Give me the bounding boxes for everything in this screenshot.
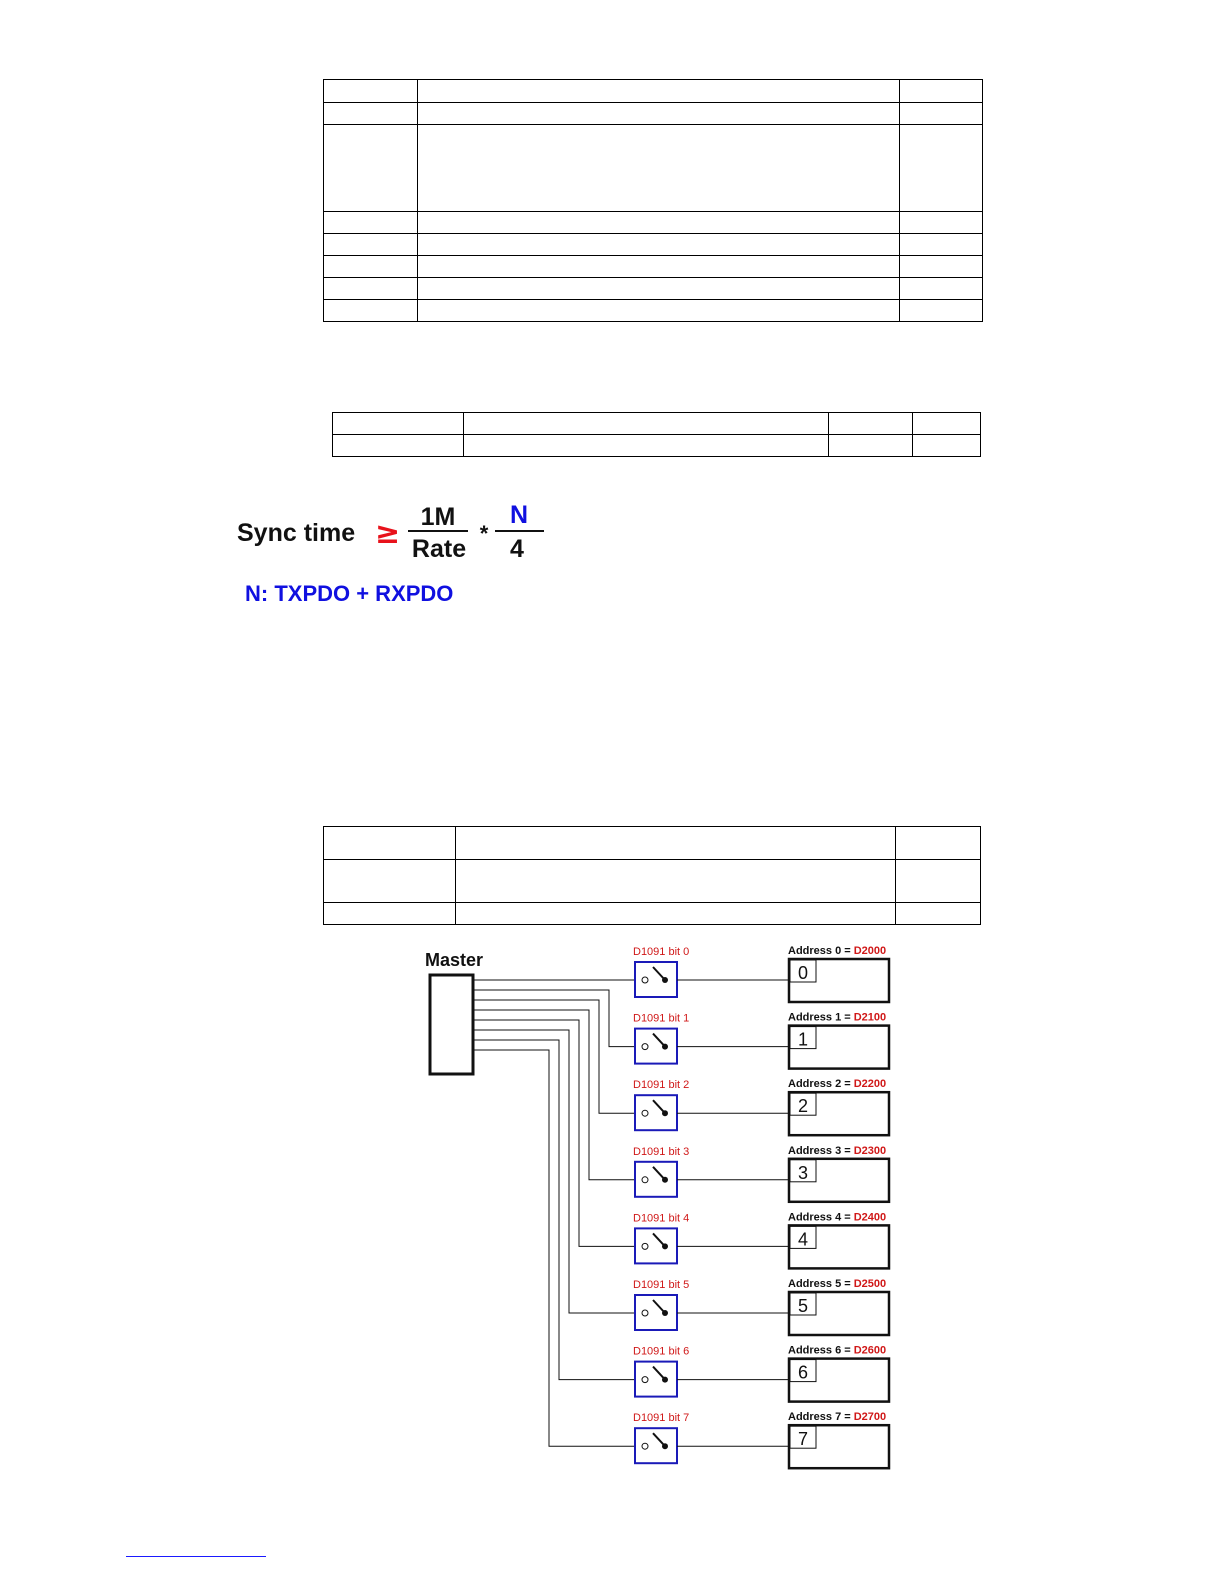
address-register: D2000 xyxy=(853,945,887,957)
address-register: D2100 xyxy=(853,1011,887,1024)
address-label: Address 6 = D2600 xyxy=(788,1344,887,1357)
master-wire xyxy=(473,1030,635,1313)
formula-times: * xyxy=(479,521,489,546)
switch-open-contact-icon xyxy=(642,1310,648,1316)
address-label: Address 2 = D2200 xyxy=(788,1078,887,1091)
switch-label: D1091 bit 1 xyxy=(633,1012,690,1025)
fraction2-numerator: N xyxy=(509,501,529,529)
master-label: Master xyxy=(425,950,484,970)
address-register: D2600 xyxy=(853,1344,887,1357)
switch-open-contact-icon xyxy=(642,1243,648,1249)
switch-label: D1091 bit 5 xyxy=(633,1279,690,1291)
address-label: Address 7 = D2700 xyxy=(788,1411,887,1424)
node-number: 3 xyxy=(797,1162,809,1183)
formula-lhs: Sync time xyxy=(237,519,356,547)
switch-box xyxy=(635,1162,677,1197)
switch-pivot-icon xyxy=(662,1377,668,1383)
address-register: D2300 xyxy=(853,1144,887,1157)
node-number: 4 xyxy=(797,1229,809,1250)
address-register: D2500 xyxy=(853,1278,887,1290)
switch-label: D1091 bit 3 xyxy=(633,1145,690,1158)
address-register: D2200 xyxy=(853,1078,887,1091)
switch-box xyxy=(635,962,677,997)
fraction1-denominator: Rate xyxy=(411,535,467,563)
node-number: 7 xyxy=(797,1429,809,1450)
switch-pivot-icon xyxy=(662,1443,668,1449)
node-number: 1 xyxy=(797,1029,809,1050)
footer-link-underline xyxy=(126,1556,266,1557)
address-label: Address 5 = D2500 xyxy=(788,1278,887,1290)
address-label: Address 3 = D2300 xyxy=(788,1144,887,1157)
switch-label: D1091 bit 6 xyxy=(633,1345,690,1358)
switch-open-contact-icon xyxy=(642,1177,648,1183)
node-number: 2 xyxy=(797,1096,809,1117)
address-label: Address 1 = D2100 xyxy=(788,1011,887,1024)
address-register: D2400 xyxy=(853,1211,887,1224)
switch-open-contact-icon xyxy=(642,977,648,983)
fraction1-numerator: 1M xyxy=(420,503,456,531)
node-number: 6 xyxy=(797,1362,809,1383)
switch-pivot-icon xyxy=(662,1044,668,1050)
address-register: D2700 xyxy=(853,1411,887,1424)
switch-open-contact-icon xyxy=(642,1110,648,1116)
switch-open-contact-icon xyxy=(642,1443,648,1449)
switch-label: D1091 bit 2 xyxy=(633,1079,690,1092)
switch-label: D1091 bit 0 xyxy=(633,946,690,958)
switch-pivot-icon xyxy=(662,1243,668,1249)
address-label: Address 4 = D2400 xyxy=(788,1211,887,1224)
switch-box xyxy=(635,1295,677,1330)
master-wire xyxy=(473,1000,635,1113)
switch-pivot-icon xyxy=(662,1310,668,1316)
fraction2-denominator: 4 xyxy=(510,535,524,563)
switch-pivot-icon xyxy=(662,977,668,983)
switch-pivot-icon xyxy=(662,1110,668,1116)
switch-open-contact-icon xyxy=(642,1044,648,1050)
address-label: Address 0 = D2000 xyxy=(788,945,887,957)
switch-box xyxy=(635,1428,677,1463)
switch-pivot-icon xyxy=(662,1177,668,1183)
switch-label: D1091 bit 7 xyxy=(633,1412,690,1425)
master-block xyxy=(430,975,473,1074)
switch-box xyxy=(635,1029,677,1064)
master-wire xyxy=(473,1040,635,1380)
switch-open-contact-icon xyxy=(642,1377,648,1383)
node-number: 0 xyxy=(797,963,809,983)
formula-note: N: TXPDO + RXPDO xyxy=(245,581,454,606)
switch-box xyxy=(635,1362,677,1397)
switch-box xyxy=(635,1095,677,1130)
switch-box xyxy=(635,1228,677,1263)
switch-label: D1091 bit 4 xyxy=(633,1212,690,1225)
master-wire xyxy=(473,1020,635,1246)
master-wire xyxy=(473,990,635,1047)
formula-relation: ≥ xyxy=(375,516,401,551)
node-number: 5 xyxy=(797,1296,809,1316)
master-wire xyxy=(473,1010,635,1180)
master-wire xyxy=(473,1050,635,1446)
